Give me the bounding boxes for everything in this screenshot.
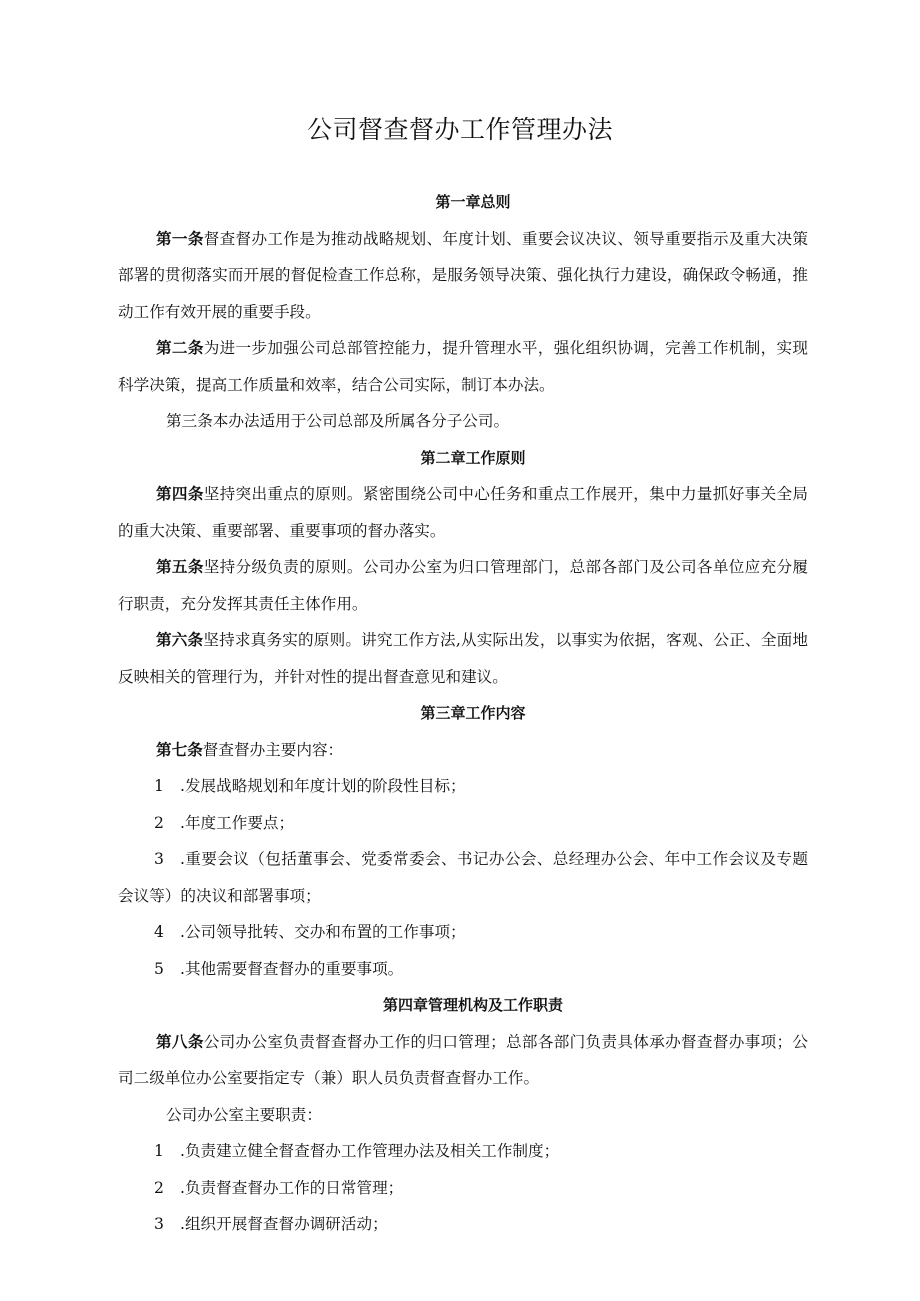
article-text: 为进一步加强公司总部管控能力，提升管理水平，强化组织协调，完善工作机制，实现科学决策，提高工作质量和效率，结合公司实际，制订本办法。 — [118, 339, 808, 394]
article-paragraph — [118, 732, 808, 769]
article-paragraph — [118, 622, 808, 695]
article-text: 督查督办主要内容： — [202, 740, 344, 759]
plain-paragraph: 第三条本办法适用于公司总部及所属各分子公司。 — [166, 412, 510, 430]
list-item — [118, 768, 808, 805]
article-text: 坚持求真务实的原则。讲究工作方法,从实际出发，以事实为依据，客观、公正、全面地反映相关的管理行为，并针对性的提出督查意见和建议。 — [118, 631, 808, 686]
list-item-number: 4 — [154, 923, 164, 941]
chapter-heading: 第四章管理机构及工作职责 — [382, 996, 563, 1014]
list-item-number: 1 — [154, 1142, 164, 1160]
article-label: 第一条 — [156, 229, 204, 248]
chapter-heading: 第一章总则 — [435, 193, 511, 211]
article-paragraph — [118, 1024, 808, 1097]
list-item-number: 3 — [154, 850, 164, 868]
list-item-text: .重要会议（包括董事会、党委常委会、书记办公会、总经理办公会、年中工作会议及专题会议等）的决议和部署事项； — [118, 850, 808, 905]
article-label: 第二条 — [156, 339, 204, 357]
list-item-number: 1 — [154, 777, 164, 795]
list-item-text: .组织开展督查督办调研活动； — [180, 1215, 388, 1233]
list-item — [118, 951, 808, 988]
article-label: 第五条 — [156, 558, 204, 576]
chapter-heading: 第二章工作原则 — [420, 448, 526, 467]
article-label: 第四条 — [156, 485, 204, 503]
list-item-number: 3 — [154, 1215, 164, 1233]
list-item — [118, 1133, 808, 1170]
article-label: 第八条 — [156, 1032, 204, 1051]
article-text: 坚持分级负责的原则。公司办公室为归口管理部门，总部各部门及公司各单位应充分履行职责，充分发挥其责任主体作用。 — [118, 558, 808, 613]
article-text: 坚持突出重点的原则。紧密围绕公司中心任务和重点工作展开，集中力量抓好事关全局的重大决策、重要部署、重要事项的督办落实。 — [118, 485, 808, 540]
article-paragraph — [118, 330, 808, 403]
list-item — [118, 1170, 808, 1207]
article-paragraph — [118, 221, 808, 331]
list-item — [118, 914, 808, 951]
document-title: 公司督查督办工作管理办法 — [306, 115, 613, 144]
list-item-text: .发展战略规划和年度计划的阶段性目标； — [180, 777, 466, 795]
list-item-text: .负责督查督办工作的日常管理； — [180, 1178, 404, 1197]
list-item — [118, 1206, 808, 1243]
article-paragraph — [118, 549, 808, 622]
list-item-text: .负责建立健全督查督办工作管理办法及相关工作制度； — [180, 1142, 560, 1160]
list-item — [118, 841, 808, 914]
article-paragraph — [118, 476, 808, 549]
list-item-number: 2 — [154, 1178, 164, 1197]
list-item-text: .公司领导批转、交办和布置的工作事项； — [180, 923, 466, 941]
article-label: 第六条 — [156, 631, 204, 649]
list-item-number: 5 — [154, 959, 164, 978]
list-item — [118, 805, 808, 842]
list-item-text: .年度工作要点； — [180, 813, 295, 832]
document-body — [118, 184, 808, 1243]
article-label: 第七条 — [156, 740, 203, 759]
plain-paragraph: 公司办公室主要职责： — [166, 1105, 322, 1124]
list-item-number: 2 — [154, 813, 164, 832]
article-text: 督查督办工作是为推动战略规划、年度计划、重要会议决议、领导重要指示及重大决策部署的贯彻落实而开展的督促检查工作总称，是服务领导决策、强化执行力建设，确保政令畅通，推动工作有效开展的重要手段。 — [118, 229, 808, 321]
chapter-heading: 第三章工作内容 — [420, 704, 526, 722]
list-item-text: .其他需要督查督办的重要事项。 — [180, 959, 404, 978]
article-text: 公司办公室负责督查督办工作的归口管理；总部各部门负责具体承办督查督办事项；公司二级单位办公室要指定专（兼）职人员负责督查督办工作。 — [118, 1032, 808, 1087]
